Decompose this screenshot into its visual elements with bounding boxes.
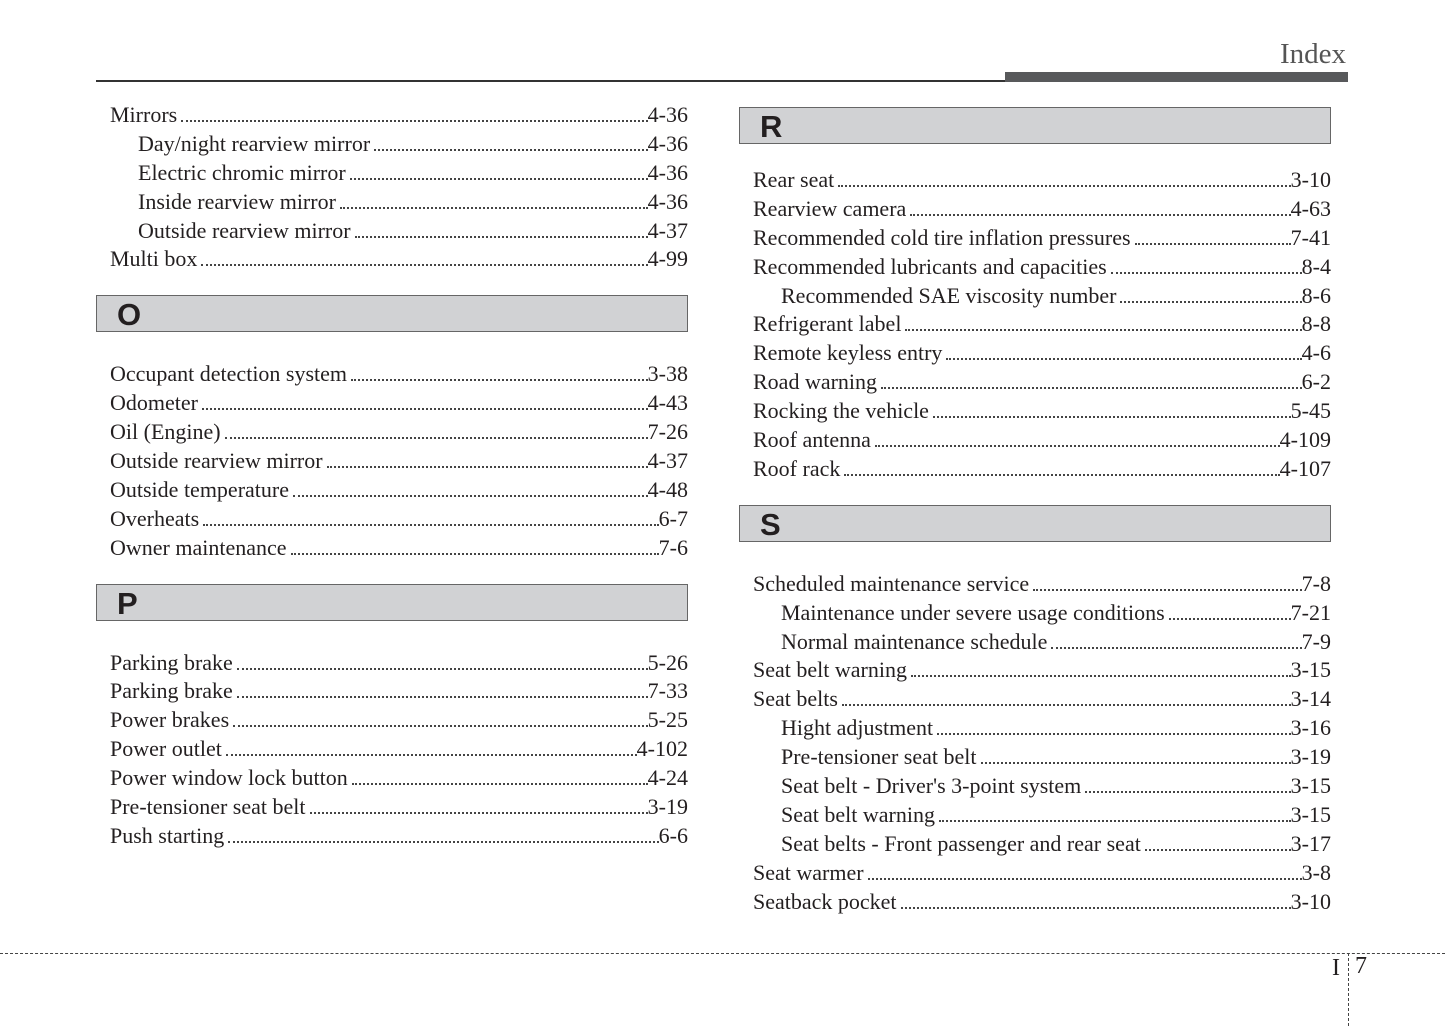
- entry-label: Push starting: [110, 822, 225, 848]
- entry-page: 3-14: [1290, 686, 1331, 712]
- index-entry: [739, 685, 1331, 714]
- index-entry: [739, 310, 1331, 339]
- dot-leader: [351, 379, 648, 381]
- entry-page: 7-8: [1301, 570, 1331, 596]
- entry-label: Electric chromic mirror: [138, 159, 346, 185]
- entry-label: Parking brake: [110, 649, 233, 675]
- entry-page: 6-6: [658, 822, 688, 848]
- entry-page: 4-6: [1301, 340, 1331, 366]
- index-entry: [739, 830, 1331, 859]
- index-entry: [739, 888, 1331, 917]
- entry-label: Seat belts: [753, 686, 838, 712]
- index-entry: [739, 282, 1331, 311]
- entry-page: 3-38: [647, 361, 688, 387]
- entry-page: 4-107: [1279, 455, 1331, 481]
- index-entry: [739, 166, 1331, 195]
- dot-leader: [1033, 589, 1302, 591]
- entry-page: 4-48: [647, 476, 688, 502]
- entry-label: Remote keyless entry: [753, 340, 943, 366]
- entry-page: 5-26: [647, 649, 688, 675]
- entry-label: Power window lock button: [110, 765, 348, 791]
- entry-label: Outside temperature: [110, 476, 289, 502]
- entry-label: Rear seat: [753, 167, 835, 192]
- dot-leader: [844, 474, 1279, 476]
- dot-leader: [933, 416, 1291, 418]
- entry-page: 8-8: [1301, 311, 1331, 337]
- dot-leader: [937, 733, 1291, 735]
- index-entry: [96, 447, 688, 476]
- dot-leader: [291, 553, 659, 555]
- section-header-r: R: [739, 107, 1331, 144]
- index-entry: [96, 389, 688, 418]
- entry-label: Roof antenna: [753, 427, 871, 453]
- index-entry: [739, 743, 1331, 772]
- index-entry: [96, 677, 688, 706]
- entry-page: 3-15: [1290, 773, 1331, 799]
- section-header-o: O: [96, 295, 688, 332]
- entry-label: Rocking the vehicle: [753, 398, 929, 424]
- entry-label: Occupant detection system: [110, 361, 348, 387]
- entry-label: Seat belt - Driver's 3-point system: [781, 773, 1082, 799]
- index-entry: [96, 217, 688, 246]
- dot-leader: [946, 358, 1301, 360]
- dot-leader: [355, 236, 648, 238]
- entry-label: Owner maintenance: [110, 534, 287, 560]
- index-entry: [739, 253, 1331, 282]
- footer-divider: [0, 953, 1445, 954]
- entry-label: Seat belt warning: [753, 657, 907, 683]
- entry-page: 4-37: [647, 448, 688, 474]
- dot-leader: [237, 696, 648, 698]
- dot-leader: [1120, 301, 1301, 303]
- entry-page: 7-33: [647, 678, 688, 704]
- dot-leader: [374, 149, 648, 151]
- entry-page: 7-6: [658, 534, 688, 560]
- entry-page: 4-36: [647, 159, 688, 185]
- entry-label: Mirrors: [110, 102, 178, 127]
- index-entry: [96, 649, 688, 678]
- entry-label: Day/night rearview mirror: [138, 130, 371, 156]
- entry-page: 5-45: [1290, 398, 1331, 424]
- entry-page: 7-9: [1301, 628, 1331, 654]
- dot-leader: [881, 387, 1302, 389]
- entry-page: 6-2: [1301, 369, 1331, 395]
- dot-leader: [202, 408, 648, 410]
- index-entry: [96, 735, 688, 764]
- dot-leader: [911, 675, 1291, 677]
- dot-leader: [226, 754, 637, 756]
- index-column-left: [96, 101, 688, 851]
- dot-leader: [875, 445, 1280, 447]
- dot-leader: [1051, 647, 1301, 649]
- entry-page: 7-21: [1290, 599, 1331, 625]
- index-entry: [739, 368, 1331, 397]
- entry-label: Odometer: [110, 390, 198, 416]
- entry-label: Rearview camera: [753, 195, 907, 221]
- entry-page: 4-43: [647, 390, 688, 416]
- entry-label: Normal maintenance schedule: [781, 628, 1048, 654]
- entry-page: 8-6: [1301, 282, 1331, 308]
- index-entry: [739, 801, 1331, 830]
- entry-page: 4-99: [647, 246, 688, 272]
- dot-leader: [981, 762, 1291, 764]
- dot-leader: [225, 437, 648, 439]
- entry-label: Power outlet: [110, 736, 222, 762]
- index-entry: [96, 360, 688, 389]
- dot-leader: [868, 878, 1302, 880]
- index-entry: [739, 397, 1331, 426]
- dot-leader: [340, 207, 648, 209]
- index-entry: [96, 505, 688, 534]
- index-entry: [739, 455, 1331, 484]
- entry-label: Roof rack: [753, 455, 841, 481]
- entry-label: Outside rearview mirror: [110, 448, 323, 474]
- index-entry: [96, 764, 688, 793]
- entry-page: 3-10: [1290, 167, 1331, 192]
- entry-page: 4-36: [647, 102, 688, 127]
- index-entry: [96, 706, 688, 735]
- dot-leader: [1085, 791, 1290, 793]
- dot-leader: [310, 812, 648, 814]
- entry-label: Inside rearview mirror: [138, 188, 336, 214]
- entry-page: 4-36: [647, 188, 688, 214]
- dot-leader: [939, 820, 1291, 822]
- dot-leader: [910, 214, 1290, 216]
- index-entry: [739, 628, 1331, 657]
- dot-leader: [1135, 243, 1291, 245]
- header-bar: [1005, 72, 1348, 82]
- entry-page: 3-19: [647, 794, 688, 820]
- index-entry: [96, 793, 688, 822]
- index-entry: [739, 656, 1331, 685]
- page-number: 7: [1355, 953, 1367, 979]
- dot-leader: [842, 704, 1291, 706]
- index-entry: [96, 476, 688, 505]
- dot-leader: [905, 329, 1301, 331]
- entry-label: Outside rearview mirror: [138, 217, 351, 243]
- entry-page: 7-41: [1290, 224, 1331, 250]
- entry-page: 3-15: [1290, 657, 1331, 683]
- entry-page: 8-4: [1301, 253, 1331, 279]
- index-entry: [96, 159, 688, 188]
- page-title: Index: [1279, 38, 1346, 70]
- dot-leader: [327, 466, 648, 468]
- entry-label: Parking brake: [110, 678, 233, 704]
- index-entry: [96, 822, 688, 851]
- entry-label: Power brakes: [110, 707, 230, 733]
- dot-leader: [1145, 849, 1291, 851]
- footer-section: I: [1332, 955, 1340, 981]
- entry-page: 6-7: [658, 505, 688, 531]
- index-entry: [739, 772, 1331, 801]
- entry-label: Seat belt warning: [781, 801, 935, 827]
- entry-label: Road warning: [753, 369, 878, 395]
- footer-vertical-divider: [1348, 953, 1349, 1026]
- entry-label: Recommended SAE viscosity number: [781, 282, 1117, 308]
- dot-leader: [228, 841, 658, 843]
- dot-leader: [201, 264, 647, 266]
- entry-page: 3-19: [1290, 744, 1331, 770]
- entry-label: Seatback pocket: [753, 888, 897, 914]
- header-rule: [96, 80, 1006, 82]
- index-entry: [96, 418, 688, 447]
- entry-label: Hight adjustment: [781, 715, 934, 741]
- entry-page: 3-16: [1290, 715, 1331, 741]
- entry-page: 5-25: [647, 707, 688, 733]
- entry-page: 4-109: [1279, 427, 1331, 453]
- index-entry: [739, 714, 1331, 743]
- entry-label: Pre-tensioner seat belt: [781, 744, 977, 770]
- entry-label: Pre-tensioner seat belt: [110, 794, 306, 820]
- index-entry: [739, 426, 1331, 455]
- dot-leader: [237, 668, 648, 670]
- entry-label: Maintenance under severe usage conditions: [781, 599, 1165, 625]
- dot-leader: [181, 120, 647, 122]
- dot-leader: [1111, 272, 1302, 274]
- dot-leader: [352, 783, 648, 785]
- entry-label: Seat warmer: [753, 859, 864, 885]
- dot-leader: [350, 178, 648, 180]
- entry-page: 3-10: [1290, 888, 1331, 914]
- entry-page: 4-24: [647, 765, 688, 791]
- section-header-p: P: [96, 584, 688, 621]
- entry-label: Oil (Engine): [110, 419, 221, 445]
- index-entry: [739, 570, 1331, 599]
- entry-page: 3-8: [1301, 859, 1331, 885]
- entry-label: Recommended cold tire inflation pressures: [753, 224, 1131, 250]
- dot-leader: [203, 524, 658, 526]
- entry-label: Multi box: [110, 246, 198, 272]
- dot-leader: [901, 907, 1291, 909]
- entry-page: 4-63: [1290, 195, 1331, 221]
- entry-label: Scheduled maintenance service: [753, 570, 1030, 596]
- index-column-right: [739, 107, 1331, 916]
- entry-label: Recommended lubricants and capacities: [753, 253, 1107, 279]
- dot-leader: [1169, 618, 1291, 620]
- entry-label: Seat belts - Front passenger and rear seat: [781, 830, 1141, 856]
- index-entry: [739, 195, 1331, 224]
- index-entry: [96, 534, 688, 563]
- entry-label: Refrigerant label: [753, 311, 902, 337]
- dot-leader: [293, 495, 648, 497]
- index-entry: [96, 188, 688, 217]
- index-entry: [96, 130, 688, 159]
- entry-page: 3-17: [1290, 830, 1331, 856]
- index-entry: [739, 339, 1331, 368]
- entry-page: 3-15: [1290, 801, 1331, 827]
- index-entry: [96, 245, 688, 274]
- entry-page: 4-36: [647, 130, 688, 156]
- entry-page: 4-102: [636, 736, 688, 762]
- entry-page: 4-37: [647, 217, 688, 243]
- index-entry: [739, 224, 1331, 253]
- dot-leader: [233, 725, 648, 727]
- index-entry: [739, 599, 1331, 628]
- index-entry: [96, 101, 688, 130]
- entry-label: Overheats: [110, 505, 200, 531]
- section-header-s: S: [739, 505, 1331, 542]
- index-entry: [739, 859, 1331, 888]
- entry-page: 7-26: [647, 419, 688, 445]
- dot-leader: [838, 185, 1290, 187]
